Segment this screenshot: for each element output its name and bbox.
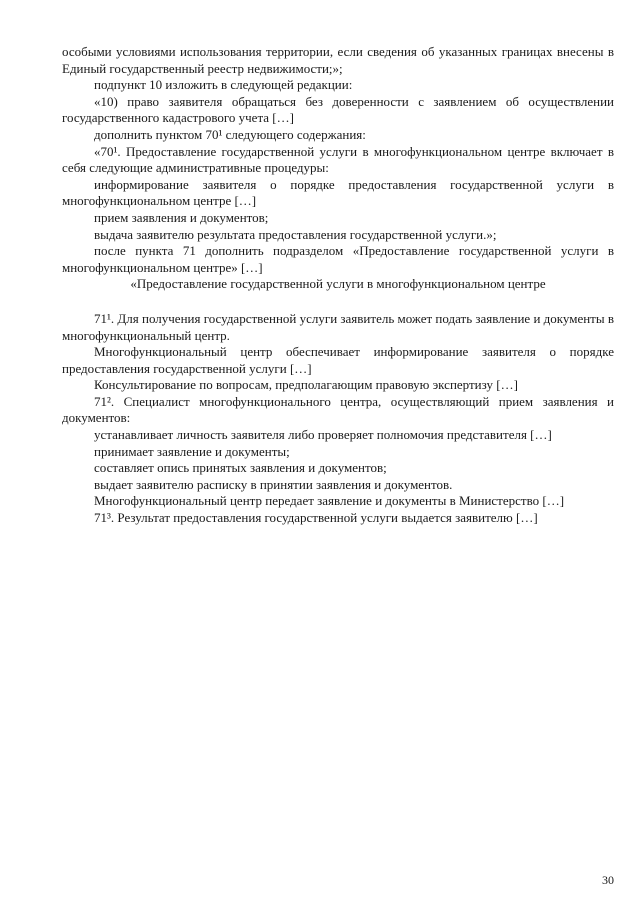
- paragraph: дополнить пунктом 70¹ следующего содержания:: [94, 126, 366, 142]
- paragraph: 71¹. Для получения государственной услуги заявитель может подать заявление и документы в многофункциональный центр.: [62, 310, 614, 343]
- paragraph: 71³. Результат предоставления государственной услуги выдается заявителю […]: [94, 510, 538, 526]
- paragraph: подпункт 10 изложить в следующей редакции:: [94, 77, 353, 93]
- paragraph: принимает заявление и документы;: [94, 443, 290, 459]
- paragraph: после пункта 71 дополнить подразделом «Предоставление государственной услуги в многофункциональном центре» […]: [62, 243, 614, 275]
- paragraph: 71². Специалист многофункционального центра, осуществляющий прием заявления и документов:: [62, 393, 614, 426]
- document-body: [62, 44, 614, 527]
- paragraph: Многофункциональный центр передает заявление и документы в Министерство […]: [94, 493, 565, 509]
- paragraph: особыми условиями использования территории, если сведения об указанных границах внесены в Единый государственный реестр недвижимости;»;: [62, 44, 614, 76]
- paragraph: составляет опись принятых заявления и документов;: [94, 460, 387, 476]
- section-heading: «Предоставление государственной услуги в многофункциональном центре: [130, 276, 546, 292]
- paragraph: устанавливает личность заявителя либо проверяет полномочия представителя […]: [94, 427, 552, 443]
- page-number: 30: [602, 873, 614, 887]
- paragraph: выдача заявителю результата предоставления государственной услуги.»;: [94, 226, 497, 242]
- paragraph: «10) право заявителя обращаться без доверенности с заявлением об осуществлении государственного кадастрового учета […]: [62, 93, 614, 126]
- paragraph: информирование заявителя о порядке предоставления государственной услуги в многофункциональном центре […]: [62, 176, 614, 209]
- paragraph: выдает заявителю расписку в принятии заявления и документов.: [94, 476, 453, 492]
- paragraph: Консультирование по вопросам, предполагающим правовую экспертизу […]: [94, 377, 518, 393]
- paragraph: прием заявления и документов;: [94, 209, 269, 225]
- paragraph: «70¹. Предоставление государственной услуги в многофункциональном центре включает в себя следующие административные процедуры:: [62, 143, 614, 176]
- paragraph: Многофункциональный центр обеспечивает информирование заявителя о порядке предоставления государственной услуги […]: [62, 344, 614, 376]
